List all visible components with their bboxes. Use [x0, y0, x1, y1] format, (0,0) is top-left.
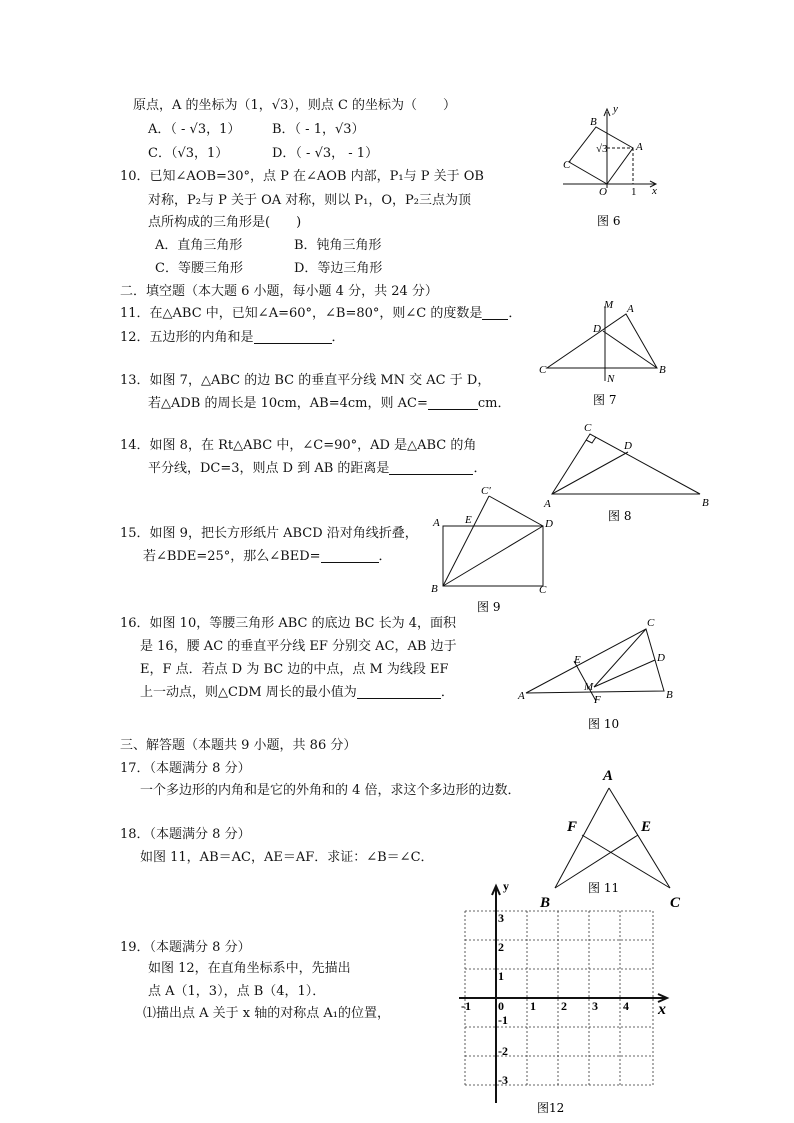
fig12-tick-x1: 1	[530, 999, 536, 1013]
fig12-tick-x3: 3	[592, 999, 598, 1013]
q15-line2: 若∠BDE=25°，那么∠BED= ．	[143, 549, 392, 564]
fig9-label-c: C	[539, 584, 547, 596]
fig8-label-d: D	[624, 440, 632, 452]
q19-line1: 如图 12，在直角坐标系中，先描出	[148, 961, 351, 976]
fig8-label-a: A	[544, 498, 551, 510]
q10-line3: 点所构成的三角形是( )	[148, 215, 302, 230]
fig8-label-c: C	[584, 422, 592, 434]
fig9-label-a: A	[433, 517, 440, 529]
fig6-label-y: y	[613, 103, 618, 115]
q16-answer-blank[interactable]	[357, 686, 441, 699]
fig6-label-x: x	[652, 185, 657, 197]
fig10-line-md	[594, 660, 655, 687]
fig12-tick-y2: 2	[498, 940, 504, 954]
q10-option-a: A．直角三角形	[155, 238, 243, 253]
fig6-label-1: 1	[631, 186, 637, 198]
fig7-caption: 图 7	[593, 393, 617, 407]
fig11-label-b: B	[540, 895, 551, 911]
fig9-label-c-prime: C′	[481, 485, 491, 497]
fig6-label-c: C	[563, 159, 571, 171]
fig12-tick-y-neg3: -3	[498, 1073, 508, 1087]
q13-line1: 13．如图 7，△ABC 的边 BC 的垂直平分线 MN 交 AC 于 D，	[120, 373, 491, 388]
q9-option-c: C．（√3，1）	[148, 146, 229, 161]
fig11-label-c: C	[670, 895, 681, 911]
q9-option-b: B．（ - 1，√3）	[272, 122, 365, 137]
q10-line1: 10．已知∠AOB=30°，点 P 在∠AOB 内部，P₁与 P 关于 OB	[120, 169, 484, 184]
figure-10	[510, 615, 680, 735]
fig11-label-f: F	[567, 819, 578, 835]
q9-option-a: A．（ - √3，1）	[148, 122, 241, 137]
fig11-label-a: A	[603, 768, 614, 784]
fig10-label-b: B	[666, 689, 673, 701]
q17-title: 17．（本题满分 8 分）	[120, 761, 251, 776]
fig9-line-c-prime-d	[489, 496, 543, 526]
q10-line2: 对称，P₂与 P 关于 OA 对称，则以 P₁，O，P₂三点为顶	[148, 193, 471, 208]
section2-heading: 二．填空题（本大题 6 小题，每小题 4 分，共 24 分）	[120, 284, 438, 299]
fig6-label-b: B	[590, 116, 597, 128]
fig8-label-b: B	[702, 497, 709, 509]
q16-line2: 是 16，腰 AC 的垂直平分线 EF 分别交 AC，AB 边于	[140, 639, 457, 654]
fig6-label-o: O	[599, 186, 607, 198]
fig7-label-b: B	[659, 364, 666, 376]
fig12-label-y: y	[503, 879, 509, 893]
q16-line1: 16．如图 10，等腰三角形 ABC 的底边 BC 长为 4，面积	[120, 616, 457, 631]
fig12-tick-y3: 3	[498, 911, 504, 925]
q12-answer-blank[interactable]	[254, 331, 332, 344]
q15-answer-blank[interactable]	[321, 550, 379, 563]
fig10-caption: 图 10	[588, 717, 620, 731]
fig12-label-x: x	[658, 1001, 666, 1018]
q14-line2: 平分线，DC=3，则点 D 到 AB 的距离是 ．	[148, 461, 487, 476]
fig7-line-db	[603, 331, 657, 368]
fig10-line-cm	[594, 629, 646, 687]
q10-option-c: C．等腰三角形	[155, 261, 243, 276]
q10-option-d: D．等边三角形	[294, 261, 383, 276]
q16-line3: E，F 点．若点 D 为 BC 边的中点，点 M 为线段 EF	[140, 662, 449, 677]
fig11-line-ac	[609, 788, 670, 888]
fig7-label-m: M	[604, 299, 614, 311]
fig10-label-c: C	[647, 617, 655, 629]
q10-option-b: B．钝角三角形	[294, 238, 382, 253]
q9-stem: 原点，A 的坐标为（1，√3），则点 C 的坐标为（ ）	[133, 98, 457, 113]
q11-text: 11．在△ABC 中，已知∠A=60°，∠B=80°，则∠C 的度数是 ．	[120, 306, 522, 321]
fig6-square	[569, 127, 633, 184]
q17-body: 一个多边形的内角和是它的外角和的 4 倍，求这个多边形的边数．	[140, 783, 521, 798]
section3-heading: 三、解答题（本题共 9 小题，共 86 分）	[120, 738, 357, 753]
q15-line1: 15．如图 9，把长方形纸片 ABCD 沿对角线折叠，	[120, 526, 418, 541]
fig6-caption: 图 6	[597, 214, 621, 228]
fig11-line-ab	[555, 788, 609, 888]
fig12-tick-origin: 0	[498, 999, 504, 1013]
fig9-caption: 图 9	[477, 600, 501, 614]
fig12-tick-y1: 1	[498, 969, 504, 983]
q19-title: 19．（本题满分 8 分）	[120, 940, 251, 955]
fig10-triangle-abc	[526, 629, 664, 693]
fig12-tick-y-neg1: -1	[498, 1013, 508, 1027]
figure-8	[540, 420, 715, 525]
fig6-label-sqrt3: √3	[596, 143, 608, 155]
figure-7	[535, 296, 675, 411]
fig7-triangle-abc	[547, 314, 657, 368]
figure-6	[555, 100, 665, 230]
fig12-tick-x2: 2	[561, 999, 567, 1013]
fig10-label-a: A	[518, 690, 525, 702]
q18-title: 18．（本题满分 8 分）	[120, 827, 251, 842]
fig10-label-e: E	[574, 654, 581, 666]
fig9-label-b: B	[431, 583, 438, 595]
q14-line1: 14．如图 8，在 Rt△ABC 中，∠C=90°，AD 是△ABC 的角	[120, 438, 477, 453]
q13-line2: 若△ADB 的周长是 10cm，AB=4cm，则 AC= cm．	[148, 396, 511, 411]
fig12-tick-x-neg1: -1	[461, 999, 471, 1013]
q11-answer-blank[interactable]	[482, 307, 508, 320]
fig11-label-e: E	[641, 819, 652, 835]
figure-12	[455, 878, 685, 1118]
fig12-tick-y-neg2: -2	[498, 1044, 508, 1058]
q18-body: 如图 11，AB＝AC，AE＝AF．求证：∠B＝∠C．	[140, 850, 434, 865]
q14-answer-blank[interactable]	[389, 462, 473, 475]
fig9-label-e: E	[465, 514, 472, 526]
fig7-label-c: C	[539, 364, 547, 376]
q19-line3: ⑴描出点 A 关于 x 轴的对称点 A₁的位置，	[143, 1006, 390, 1021]
q9-option-d: D．（ - √3， - 1）	[272, 146, 379, 161]
fig7-label-a: A	[627, 303, 634, 315]
fig7-label-d: D	[593, 323, 601, 335]
figure-9	[425, 482, 565, 617]
fig12-tick-x4: 4	[623, 999, 629, 1013]
fig10-label-d: D	[657, 652, 665, 664]
q12-text: 12．五边形的内角和是 ．	[120, 330, 345, 345]
fig10-label-f: F	[594, 694, 601, 706]
q16-line4: 上一动点，则△CDM 周长的最小值为 ．	[140, 685, 454, 700]
fig9-label-d: D	[545, 518, 553, 530]
q19-line2: 点 A（1，3），点 B（4，1）．	[148, 984, 326, 999]
fig12-caption: 图12	[537, 1101, 565, 1115]
fig7-label-n: N	[607, 373, 615, 385]
fig11-caption: 图 11	[588, 881, 620, 895]
fig10-label-m: M	[584, 681, 594, 693]
fig8-caption: 图 8	[608, 509, 632, 523]
q13-answer-blank[interactable]	[428, 397, 478, 410]
fig6-label-a: A	[636, 141, 643, 153]
